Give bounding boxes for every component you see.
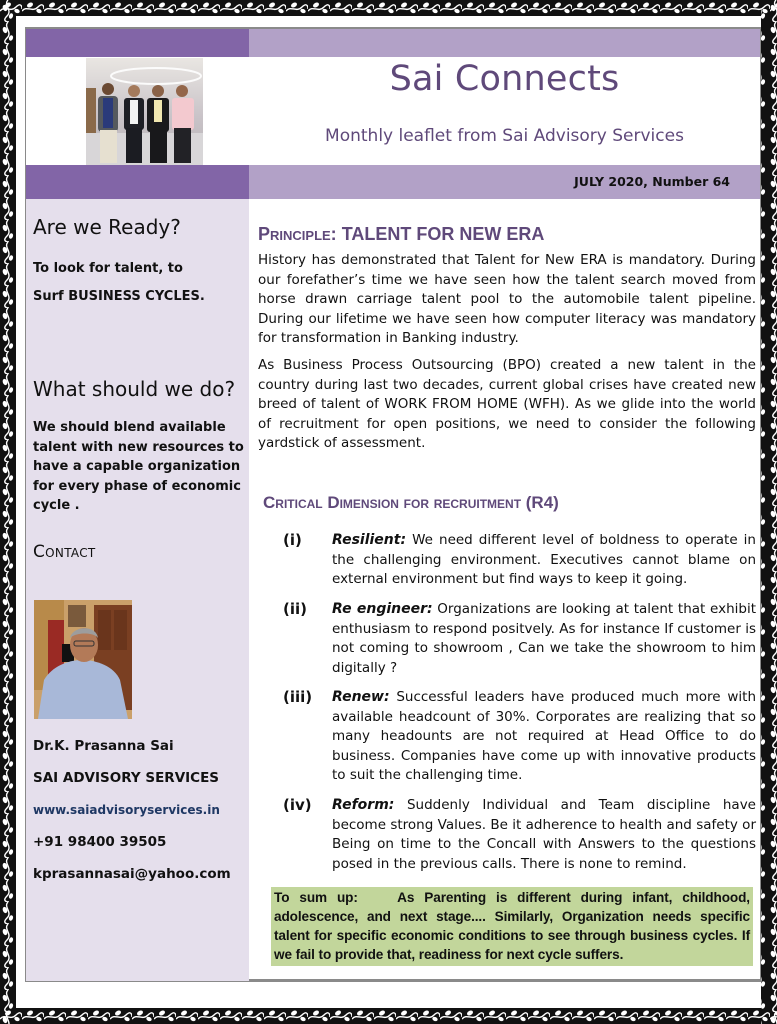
sidebar-ready-line1: To look for talent, to [33, 261, 183, 276]
paragraph-history: History has demonstrated that Talent for New ERA is mandatory. During our forefather’s time we have seen how the talent search moved from horse drawn carriage talent pool to the automobile talent pipeline. During our lifetime we have seen how computer literacy was mandatory for transformation in Banking industry. [258, 252, 756, 347]
item-number: (iii) [283, 688, 313, 706]
item-term: Re engineer: [332, 601, 433, 617]
mid-band-dark [26, 165, 249, 199]
item-term: Reform: [332, 797, 395, 813]
sidebar-heading-ready: Are we Ready? [33, 215, 181, 239]
newsletter-subtitle: Monthly leaflet from Sai Advisory Services [325, 126, 684, 146]
contact-photo [34, 600, 132, 719]
item-text [332, 531, 756, 590]
contact-email[interactable]: kprasannasai@yahoo.com [33, 866, 231, 882]
sidebar-ready-line2: Surf BUSINESS CYCLES. [33, 289, 205, 304]
contact-name: Dr.K. Prasanna Sai [33, 738, 174, 754]
summary-box: To sum up: As Parenting is different during infant, childhood, adolescence, and next stage.... Similarly, Organization needs specific talent for specific economic conditions to see through business cycles. If we fail to provide that, readiness for next cycle suffers. [271, 887, 753, 966]
group-photo-image [86, 58, 203, 165]
sidebar-what-text: We should blend available talent with new resources to have a capable organization for every phase of economic cycle . [33, 420, 244, 513]
item-number: (iv) [283, 796, 312, 814]
principle-prefix: Principle: [258, 224, 337, 244]
item-number: (ii) [283, 600, 307, 618]
issue-date-number: JULY 2020, Number 64 [574, 174, 730, 189]
top-band-dark [26, 29, 249, 57]
item-number: (i) [283, 531, 302, 549]
item-description: Suddenly Individual and Team discipline have become strong Values. Be it adherence to health and safety or Being on time to the Concall with Answers to the questions posed in the previous calls. There is none to remind. [332, 797, 756, 872]
leaflet [25, 27, 761, 982]
item-text [332, 600, 756, 678]
item-term: Renew: [332, 689, 390, 705]
item-text [332, 796, 756, 874]
principle-title: TALENT FOR NEW ERA [341, 224, 545, 244]
principle-heading [258, 224, 544, 245]
paragraph-bpo: As Business Process Outsourcing (BPO) created a new talent in the country during last two decades, current global crises have created new breed of talent of WORK FROM HOME (WFH). As we glide into the world of recruitment for open positions, we need to consider the following yardstick of assessment. [258, 357, 756, 452]
newsletter-title: Sai Connects [389, 59, 620, 99]
item-term: Resilient: [332, 532, 407, 548]
contact-website-link[interactable]: www.saiadvisoryservices.in [33, 803, 220, 817]
contact-photo-image [34, 600, 132, 719]
contact-company: SAI ADVISORY SERVICES [33, 770, 220, 786]
sidebar-contact-heading: Contact [33, 542, 96, 562]
sidebar [26, 199, 249, 981]
item-description: We need different level of boldness to operate in the challenging environment. Executives cannot blame on external environment but find ways to keep it going. [332, 532, 756, 588]
critical-dimension-heading: Critical Dimension for recruitment (R4) [263, 493, 559, 512]
sidebar-heading-what: What should we do? [33, 377, 236, 401]
item-description: Successful leaders have produced much more with available headcount of 30%. Corporates are realizing that so many headounts are not required at Head Office to do business. Companies have come up with innovative products to suit the challenging time. [332, 689, 756, 784]
contact-phone: +91 98400 39505 [33, 834, 167, 850]
item-text [332, 688, 756, 786]
group-photo [86, 58, 203, 165]
top-band-light [249, 29, 760, 57]
item-description: Organizations are looking at talent that exhibit enthusiasm to respond positvely. As for instance If customer is not coming to showroom , Can we take the showroom to him digitally ? [332, 601, 756, 676]
